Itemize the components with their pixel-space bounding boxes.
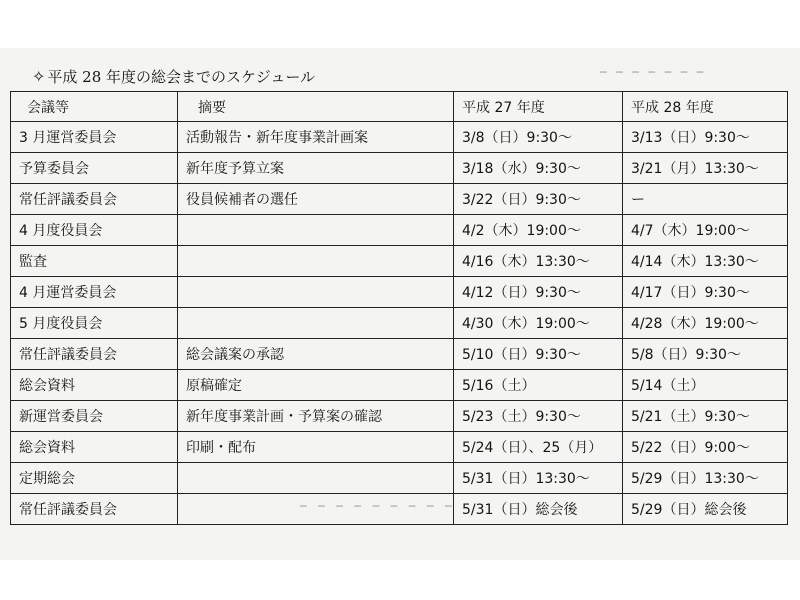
summary-cell: 印刷・配布 (178, 432, 454, 463)
fy28-cell: 5/22（日）9:00～ (623, 432, 788, 463)
fy28-cell: 4/14（木）13:30～ (623, 246, 788, 277)
summary-cell (178, 277, 454, 308)
schedule-title-text: 平成 28 年度の総会までのスケジュール (47, 68, 316, 86)
table-row (11, 184, 788, 215)
meeting-cell: 4 月運営委員会 (11, 277, 178, 308)
table-row (11, 463, 788, 494)
meeting-cell: 5 月度役員会 (11, 308, 178, 339)
fy27-cell: 5/31（日）総会後 (454, 494, 623, 525)
table-row (11, 153, 788, 184)
fy28-cell: 3/13（日）9:30～ (623, 122, 788, 153)
header-fy27: 平成 27 年度 (454, 92, 623, 122)
table-row (11, 432, 788, 463)
table-row (11, 122, 788, 153)
fy28-cell: ー (623, 184, 788, 215)
fy28-cell: 5/8（日）9:30～ (623, 339, 788, 370)
diamond-star-icon: ✧ (32, 67, 46, 86)
table-row (11, 215, 788, 246)
meeting-cell: 4 月度役員会 (11, 215, 178, 246)
table-row (11, 308, 788, 339)
meeting-cell: 3 月運営委員会 (11, 122, 178, 153)
fy27-cell: 4/30（木）19:00～ (454, 308, 623, 339)
table-row (11, 494, 788, 525)
meeting-cell: 常任評議委員会 (11, 339, 178, 370)
summary-cell: 新年度事業計画・予算案の確認 (178, 401, 454, 432)
fy28-cell: 5/29（日）総会後 (623, 494, 788, 525)
fy28-cell: 5/14（土） (623, 370, 788, 401)
table-row (11, 401, 788, 432)
bleed-through-top: ━ ━ ━ ━ ━ ━ ━ (600, 66, 707, 79)
fy27-cell: 5/10（日）9:30～ (454, 339, 623, 370)
summary-cell: 新年度予算立案 (178, 153, 454, 184)
table-row (11, 277, 788, 308)
fy28-cell: 4/28（木）19:00～ (623, 308, 788, 339)
meeting-cell: 予算委員会 (11, 153, 178, 184)
meeting-cell: 新運営委員会 (11, 401, 178, 432)
fy27-cell: 5/31（日）13:30～ (454, 463, 623, 494)
fy28-cell: 4/7（木）19:00～ (623, 215, 788, 246)
table-row (11, 246, 788, 277)
header-row (11, 92, 788, 122)
summary-cell (178, 308, 454, 339)
summary-cell (178, 494, 454, 525)
table-row (11, 339, 788, 370)
summary-cell (178, 246, 454, 277)
summary-cell: 総会議案の承認 (178, 339, 454, 370)
meeting-cell: 監査 (11, 246, 178, 277)
summary-cell (178, 215, 454, 246)
fy27-cell: 4/2（木）19:00～ (454, 215, 623, 246)
fy27-cell: 4/12（日）9:30～ (454, 277, 623, 308)
fy27-cell: 3/8（日）9:30～ (454, 122, 623, 153)
schedule-title (32, 66, 315, 87)
fy28-cell: 3/21（月）13:30～ (623, 153, 788, 184)
fy27-cell: 5/23（土）9:30～ (454, 401, 623, 432)
bleed-through-bottom: ━ ━ ━ ━ ━ ━ ━ ━ ━ (300, 500, 456, 513)
header-meeting: 会議等 (11, 92, 178, 122)
meeting-cell: 定期総会 (11, 463, 178, 494)
fy27-cell: 5/16（土） (454, 370, 623, 401)
meeting-cell: 総会資料 (11, 370, 178, 401)
summary-cell: 役員候補者の選任 (178, 184, 454, 215)
fy28-cell: 4/17（日）9:30～ (623, 277, 788, 308)
header-fy28: 平成 28 年度 (623, 92, 788, 122)
table-row (11, 370, 788, 401)
meeting-cell: 総会資料 (11, 432, 178, 463)
fy27-cell: 4/16（木）13:30～ (454, 246, 623, 277)
meeting-cell: 常任評議委員会 (11, 184, 178, 215)
fy28-cell: 5/29（日）13:30～ (623, 463, 788, 494)
schedule-table (10, 91, 788, 525)
fy27-cell: 5/24（日）、25（月） (454, 432, 623, 463)
fy27-cell: 3/18（水）9:30～ (454, 153, 623, 184)
meeting-cell: 常任評議委員会 (11, 494, 178, 525)
header-summary: 摘要 (178, 92, 454, 122)
summary-cell: 活動報告・新年度事業計画案 (178, 122, 454, 153)
fy27-cell: 3/22（日）9:30～ (454, 184, 623, 215)
fy28-cell: 5/21（土）9:30～ (623, 401, 788, 432)
summary-cell (178, 463, 454, 494)
summary-cell: 原稿確定 (178, 370, 454, 401)
